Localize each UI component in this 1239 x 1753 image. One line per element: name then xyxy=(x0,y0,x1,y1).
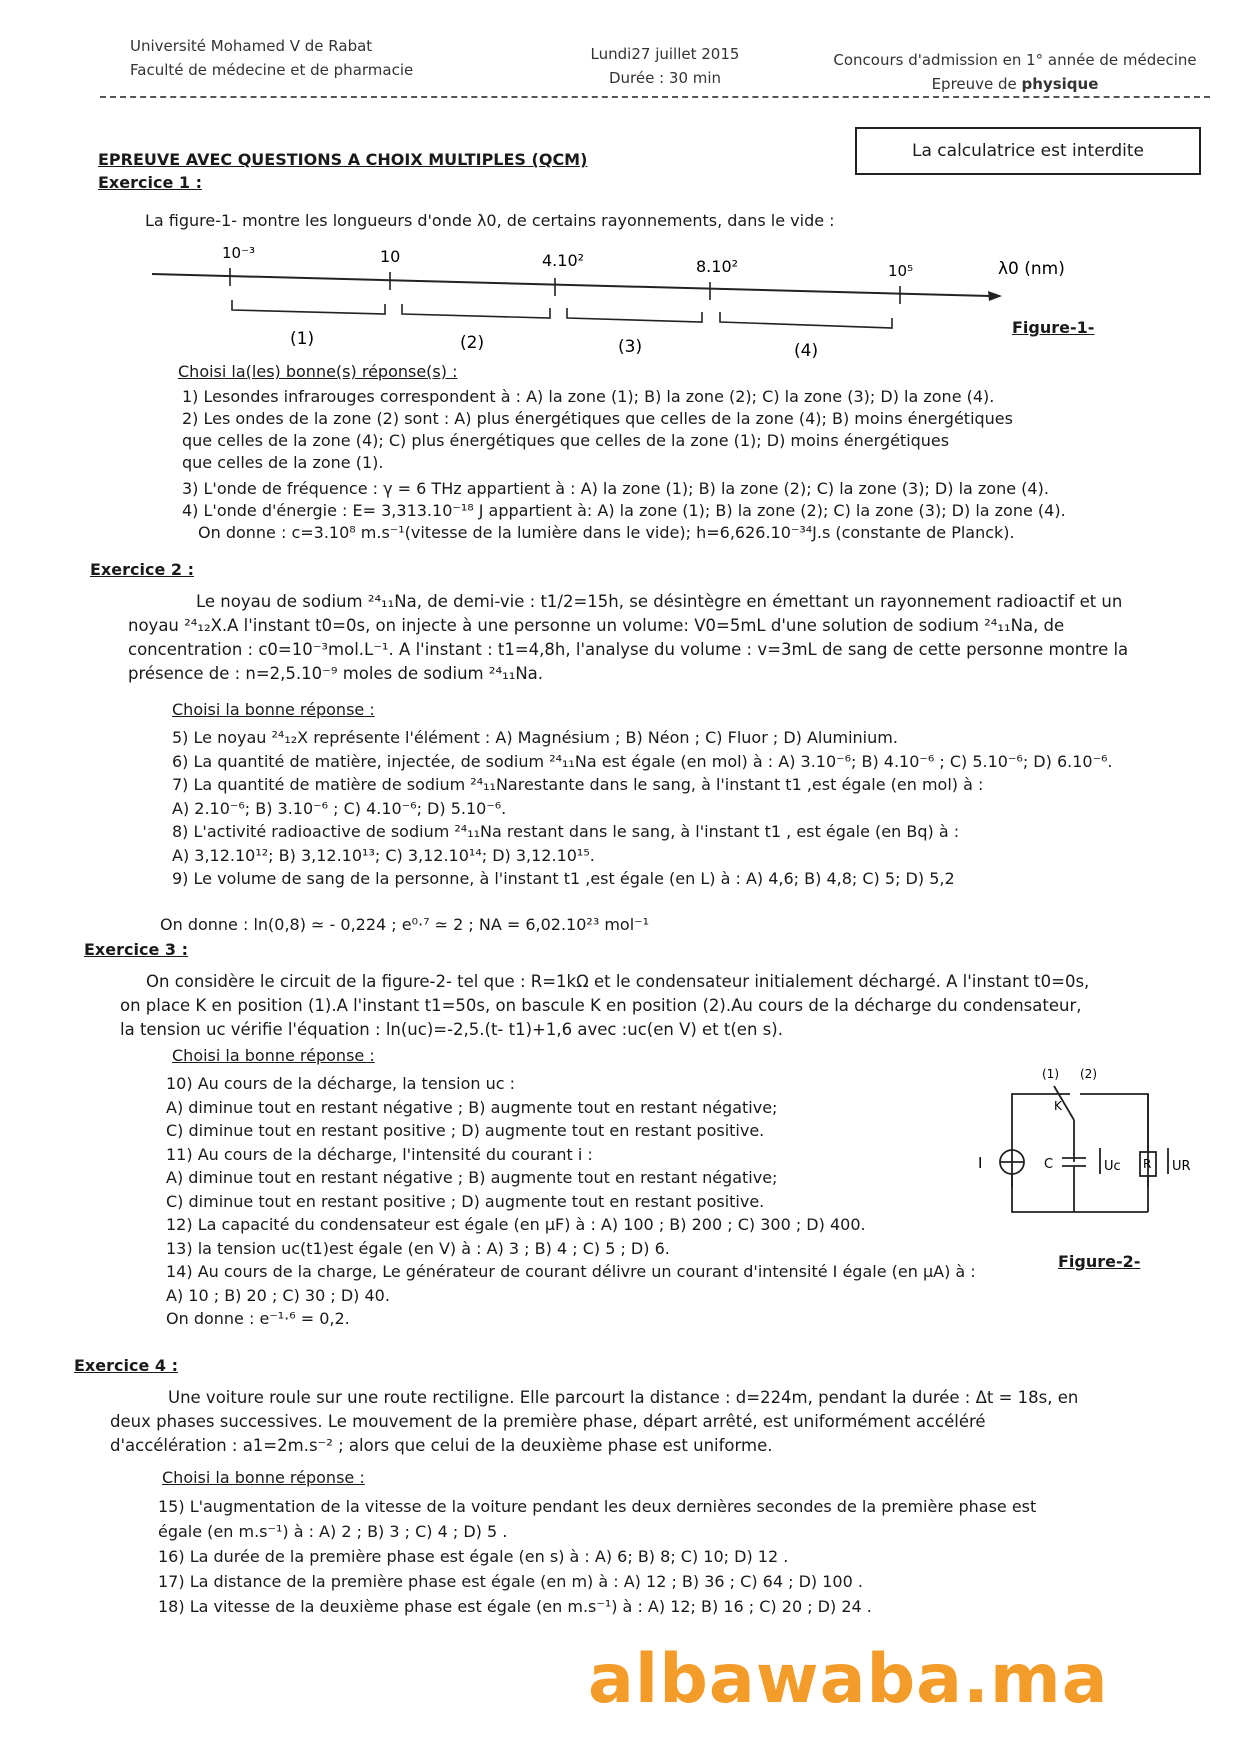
university-name: Université Mohamed V de Rabat xyxy=(130,37,373,55)
zone-label-2: (2) xyxy=(460,333,485,353)
switch-position-2-label: (2) xyxy=(1080,1067,1097,1081)
zone-label-1: (1) xyxy=(290,329,315,349)
calculator-notice: La calculatrice est interdite xyxy=(855,127,1201,175)
question-2-line-2: que celles de la zone (4); C) plus énergétiques que celles de la zone (1); D) moins énergétiques xyxy=(182,431,950,450)
question-6: 6) La quantité de matière, injectée, de sodium ²⁴₁₁Na est égale (en mol) à : A) 3.10⁻⁶; B) 4.10⁻⁶ ; C) 5.10⁻⁶; D) 6.10⁻⁶. xyxy=(172,751,1113,771)
exam-date-block xyxy=(580,42,750,90)
tick-label-1: 10⁻³ xyxy=(222,244,256,262)
exercise-4-title: Exercice 4 : xyxy=(74,1356,178,1375)
switch-position-1-label: (1) xyxy=(1042,1067,1059,1081)
exercise-2-title: Exercice 2 : xyxy=(90,560,194,579)
exercise-1-questions xyxy=(182,386,1066,544)
question-15-options: égale (en m.s⁻¹) à : A) 2 ; B) 3 ; C) 4 ; D) 5 . xyxy=(158,1522,508,1541)
exercise-4-statement xyxy=(110,1386,1078,1458)
exercise-3-statement xyxy=(120,970,1089,1042)
question-7: 7) La quantité de matière de sodium ²⁴₁₁Narestante dans le sang, à l'instant t1 ,est égale (en mol) à : xyxy=(172,775,984,794)
exercise-4-line-2: deux phases successives. Le mouvement de la première phase, départ arrêté, est uniformément accéléré xyxy=(110,1412,986,1431)
zone-4-bracket xyxy=(720,312,892,328)
axis-arrow xyxy=(988,291,1002,301)
figure-2-caption: Figure-2- xyxy=(1058,1252,1141,1271)
exercise-3-line-3: la tension uc vérifie l'équation : ln(uc)=-2,5.(t- t1)+1,6 avec :uc(en V) et t(en s). xyxy=(120,1020,783,1039)
question-3: 3) L'onde de fréquence : γ = 6 THz appartient à : A) la zone (1); B) la zone (2); C) la zone (3); D) la zone (4). xyxy=(182,479,1049,498)
tick-label-4: 8.10² xyxy=(696,257,739,276)
question-15: 15) L'augmentation de la vitesse de la voiture pendant les deux dernières secondes de la première phase est xyxy=(158,1497,1037,1516)
zone-3-bracket xyxy=(567,308,702,322)
exercise-2-line-1: Le noyau de sodium ²⁴₁₁Na, de demi-vie : t1/2=15h, se désintègre en émettant un rayonnement radioactif et un xyxy=(196,592,1123,611)
exercise-1-instruction: Choisi la(les) bonne(s) réponse(s) : xyxy=(178,362,458,381)
exam-duration: Durée : 30 min xyxy=(608,69,722,87)
question-9: 9) Le volume de sang de la personne, à l'instant t1 ,est égale (en L) à : A) 4,6; B) 4,8; C) 5; D) 5,2 xyxy=(172,869,955,888)
question-5: 5) Le noyau ²⁴₁₂X représente l'élément : A) Magnésium ; B) Néon ; C) Fluor ; D) Aluminium. xyxy=(172,728,898,747)
question-11-options-1: A) diminue tout en restant négative ; B) augmente tout en restant négative; xyxy=(166,1168,778,1187)
question-17: 17) La distance de la première phase est égale (en m) à : A) 12 ; B) 36 ; C) 64 ; D) 100 . xyxy=(158,1572,863,1591)
generator-label: I xyxy=(978,1154,983,1172)
exercise-2-statement xyxy=(128,590,1128,686)
university-header xyxy=(130,34,413,82)
zone-2-bracket xyxy=(402,304,550,318)
tick-label-3: 4.10² xyxy=(542,251,585,270)
question-1: 1) Lesondes infrarouges correspondent à : A) la zone (1); B) la zone (2); C) la zone (3); D) la zone (4). xyxy=(182,387,995,406)
question-13: 13) la tension uc(t1)est égale (en V) à : A) 3 ; B) 4 ; C) 5 ; D) 6. xyxy=(166,1238,670,1258)
exercise-2-given: On donne : ln(0,8) ≃ - 0,224 ; e⁰·⁷ ≃ 2 ; NA = 6,02.10²³ mol⁻¹ xyxy=(160,915,650,934)
question-11: 11) Au cours de la décharge, l'intensité du courant i : xyxy=(166,1144,593,1164)
exercise-1-given: On donne : c=3.10⁸ m.s⁻¹(vitesse de la lumière dans le vide); h=6,626.10⁻³⁴J.s (constante de Planck). xyxy=(198,523,1015,542)
exercise-1-title: Exercice 1 : xyxy=(98,173,202,192)
faculty-name: Faculté de médecine et de pharmacie xyxy=(130,61,414,79)
exam-title-block xyxy=(820,48,1210,96)
capacitor-label: C xyxy=(1044,1157,1054,1172)
question-10-options-2: C) diminue tout en restant positive ; D) augmente tout en restant positive. xyxy=(166,1121,765,1140)
exercise-3-title: Exercice 3 : xyxy=(84,940,188,959)
exercise-2-instruction: Choisi la bonne réponse : xyxy=(172,700,375,719)
question-2-line-1: 2) Les ondes de la zone (2) sont : A) plus énergétiques que celles de la zone (4); B) moins énergétiques xyxy=(182,409,1013,428)
question-14-options: A) 10 ; B) 20 ; C) 30 ; D) 40. xyxy=(166,1285,390,1305)
exercise-3-line-2: on place K en position (1).A l'instant t1=50s, on bascule K en position (2).Au cours de la décharge du condensateur, xyxy=(120,996,1082,1015)
resistor-label: R xyxy=(1143,1157,1152,1171)
question-8-options: A) 3,12.10¹²; B) 3,12.10¹³; C) 3,12.10¹⁴; D) 3,12.10¹⁵. xyxy=(172,845,595,865)
question-14: 14) Au cours de la charge, Le générateur de courant délivre un courant d'intensité I égale (en μA) à : xyxy=(166,1262,976,1281)
question-12: 12) La capacité du condensateur est égale (en μF) à : A) 100 ; B) 200 ; C) 300 ; D) 400. xyxy=(166,1215,866,1234)
header-divider xyxy=(100,96,1210,98)
exercise-3-questions xyxy=(166,1072,976,1331)
exercise-4-line-1: Une voiture roule sur une route rectiligne. Elle parcourt la distance : d=224m, pendant la durée : Δt = 18s, en xyxy=(168,1388,1079,1407)
figure-1-wavelength-axis xyxy=(140,238,1140,358)
exercise-4-line-3: d'accélération : a1=2m.s⁻² ; alors que celui de la deuxième phase est uniforme. xyxy=(110,1436,773,1455)
exercise-2-line-4: présence de : n=2,5.10⁻⁹ moles de sodium ²⁴₁₁Na. xyxy=(128,664,544,683)
exercise-2-line-3: concentration : c0=10⁻³mol.L⁻¹. A l'instant : t1=4,8h, l'analyse du volume : v=3mL de sang de cette personne montre la xyxy=(128,640,1129,659)
zone-1-bracket xyxy=(232,300,385,314)
uc-label: Uc xyxy=(1104,1159,1121,1174)
question-18: 18) La vitesse de la deuxième phase est égale (en m.s⁻¹) à : A) 12; B) 16 ; C) 20 ; D) 24 . xyxy=(158,1597,872,1616)
exercise-3-given: On donne : e⁻¹·⁶ = 0,2. xyxy=(166,1309,350,1328)
exam-date: Lundi27 juillet 2015 xyxy=(590,45,740,63)
exercise-4-questions xyxy=(158,1494,1036,1619)
question-7-options: A) 2.10⁻⁶; B) 3.10⁻⁶ ; C) 4.10⁻⁶; D) 5.10⁻⁶. xyxy=(172,798,507,818)
ur-label: UR xyxy=(1172,1159,1191,1174)
question-16: 16) La durée de la première phase est égale (en s) à : A) 6; B) 8; C) 10; D) 12 . xyxy=(158,1547,789,1566)
zone-label-3: (3) xyxy=(618,337,643,357)
question-2-line-3: que celles de la zone (1). xyxy=(182,453,384,472)
exercise-2-line-2: noyau ²⁴₁₂X.A l'instant t0=0s, on injecte à une personne un volume: V0=5mL d'une solution de sodium ²⁴₁₁Na, de xyxy=(128,616,1065,635)
watermark: albawaba.ma xyxy=(588,1640,1109,1719)
figure-1-caption: Figure-1- xyxy=(1012,318,1095,337)
switch-label: K xyxy=(1054,1099,1062,1113)
question-8: 8) L'activité radioactive de sodium ²⁴₁₁Na restant dans le sang, à l'instant t1 , est égale (en Bq) à : xyxy=(172,822,960,841)
question-11-options-2: C) diminue tout en restant positive ; D) augmente tout en restant positive. xyxy=(166,1191,765,1211)
exercise-3-line-1: On considère le circuit de la figure-2- tel que : R=1kΩ et le condensateur initialement déchargé. A l'instant t0=0s, xyxy=(146,972,1090,991)
wire-bottom xyxy=(1012,1174,1148,1212)
exercise-2-questions xyxy=(172,726,1113,891)
axis-label: λ0 (nm) xyxy=(998,259,1065,279)
question-4: 4) L'onde d'énergie : E= 3,313.10⁻¹⁸ J appartient à: A) la zone (1); B) la zone (2); C) la zone (3); D) la zone (4). xyxy=(182,501,1066,520)
question-10: 10) Au cours de la décharge, la tension uc : xyxy=(166,1074,516,1093)
tick-label-5: 10⁵ xyxy=(888,262,914,280)
axis-line xyxy=(152,274,990,296)
exercise-3-instruction: Choisi la bonne réponse : xyxy=(172,1046,375,1065)
figure-2-circuit xyxy=(970,1062,1210,1232)
exercise-1-intro: La figure-1- montre les longueurs d'onde λ0, de certains rayonnements, dans le vide : xyxy=(145,211,835,230)
exam-subject: Epreuve de physique xyxy=(931,75,1099,93)
qcm-title: EPREUVE AVEC QUESTIONS A CHOIX MULTIPLES (QCM) xyxy=(98,150,588,169)
exercise-4-instruction: Choisi la bonne réponse : xyxy=(162,1468,365,1487)
question-10-options-1: A) diminue tout en restant négative ; B) augmente tout en restant négative; xyxy=(166,1097,778,1117)
zone-label-4: (4) xyxy=(794,341,819,358)
tick-label-2: 10 xyxy=(380,247,401,266)
exam-name: Concours d'admission en 1° année de médecine xyxy=(833,51,1197,69)
